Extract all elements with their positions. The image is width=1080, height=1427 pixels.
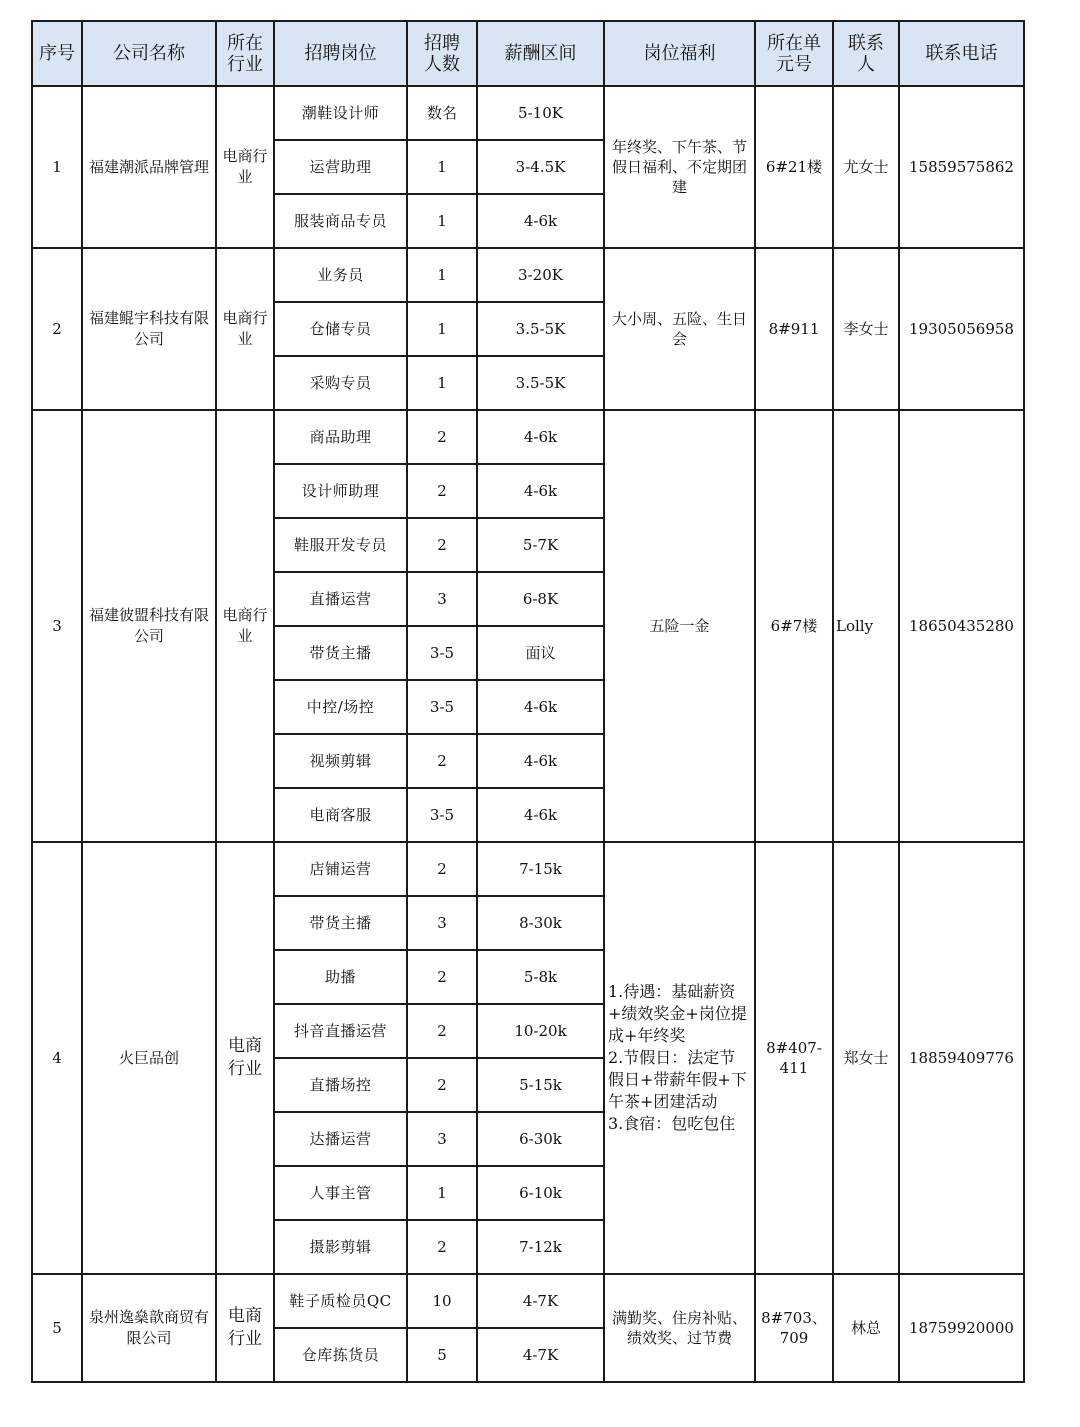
header-position: 招聘岗位 (274, 21, 407, 86)
industry: 电商行业 (216, 842, 274, 1274)
job-count: 2 (407, 1004, 477, 1058)
job-count: 3-5 (407, 788, 477, 842)
unit-number: 8#703、709 (755, 1274, 833, 1382)
job-position: 助播 (274, 950, 407, 1004)
job-count: 1 (407, 302, 477, 356)
contact-phone: 15859575862 (899, 86, 1024, 248)
contact-person: 林总 (833, 1274, 899, 1382)
job-salary: 5-8k (477, 950, 604, 1004)
job-salary: 4-6k (477, 410, 604, 464)
job-count: 2 (407, 950, 477, 1004)
job-position: 视频剪辑 (274, 734, 407, 788)
job-position: 达播运营 (274, 1112, 407, 1166)
contact-person: 郑女士 (833, 842, 899, 1274)
contact-phone: 18859409776 (899, 842, 1024, 1274)
industry: 电商行业 (216, 1274, 274, 1382)
job-count: 3-5 (407, 680, 477, 734)
unit-number: 6#21楼 (755, 86, 833, 248)
job-position: 店铺运营 (274, 842, 407, 896)
job-position: 运营助理 (274, 140, 407, 194)
unit-number: 8#407-411 (755, 842, 833, 1274)
contact-phone: 18759920000 (899, 1274, 1024, 1382)
job-salary: 4-6k (477, 194, 604, 248)
job-salary: 3-20K (477, 248, 604, 302)
job-count: 5 (407, 1328, 477, 1382)
header-unit: 所在单元号 (755, 21, 833, 86)
job-count: 2 (407, 410, 477, 464)
job-salary: 6-30k (477, 1112, 604, 1166)
job-count: 1 (407, 194, 477, 248)
table-body (32, 86, 1024, 1382)
job-count: 2 (407, 734, 477, 788)
job-position: 仓储专员 (274, 302, 407, 356)
job-position: 抖音直播运营 (274, 1004, 407, 1058)
header-row (32, 21, 1024, 86)
job-position: 鞋子质检员QC (274, 1274, 407, 1328)
job-salary: 面议 (477, 626, 604, 680)
table-row (32, 410, 1024, 464)
contact-phone: 18650435280 (899, 410, 1024, 842)
company-name: 福建鲲宇科技有限公司 (82, 248, 216, 410)
job-position: 设计师助理 (274, 464, 407, 518)
header-phone: 联系电话 (899, 21, 1024, 86)
benefits: 大小周、五险、生日会 (604, 248, 755, 410)
recruitment-table-sheet (31, 20, 1023, 1383)
job-count: 10 (407, 1274, 477, 1328)
contact-person: 李女士 (833, 248, 899, 410)
job-count: 1 (407, 1166, 477, 1220)
job-salary: 4-6k (477, 734, 604, 788)
job-count: 1 (407, 248, 477, 302)
job-position: 人事主管 (274, 1166, 407, 1220)
job-count: 2 (407, 464, 477, 518)
job-count: 数名 (407, 86, 477, 140)
benefits: 1.待遇：基础薪资+绩效奖金+岗位提成+年终奖 2.节假日：法定节假日+带薪年假+下午茶+团建活动 3.食宿：包吃包住 (604, 842, 755, 1274)
job-salary: 4-6k (477, 680, 604, 734)
header-industry: 所在行业 (216, 21, 274, 86)
job-count: 2 (407, 1220, 477, 1274)
contact-phone: 19305056958 (899, 248, 1024, 410)
job-position: 中控/场控 (274, 680, 407, 734)
job-count: 1 (407, 140, 477, 194)
recruitment-table (31, 20, 1025, 1383)
job-salary: 10-20k (477, 1004, 604, 1058)
header-salary: 薪酬区间 (477, 21, 604, 86)
row-number: 5 (32, 1274, 82, 1382)
job-position: 直播场控 (274, 1058, 407, 1112)
job-salary: 8-30k (477, 896, 604, 950)
unit-number: 6#7楼 (755, 410, 833, 842)
job-salary: 6-8K (477, 572, 604, 626)
company-name: 福建潮派品牌管理 (82, 86, 216, 248)
company-name: 福建彼盟科技有限公司 (82, 410, 216, 842)
row-number: 1 (32, 86, 82, 248)
header-company: 公司名称 (82, 21, 216, 86)
row-number: 3 (32, 410, 82, 842)
company-name: 泉州逸燊歆商贸有限公司 (82, 1274, 216, 1382)
job-count: 2 (407, 518, 477, 572)
job-position: 业务员 (274, 248, 407, 302)
job-salary: 4-7K (477, 1328, 604, 1382)
table-row (32, 1274, 1024, 1328)
job-salary: 7-12k (477, 1220, 604, 1274)
job-count: 2 (407, 1058, 477, 1112)
header-no: 序号 (32, 21, 82, 86)
contact-person: 尤女士 (833, 86, 899, 248)
table-row (32, 86, 1024, 140)
job-count: 3-5 (407, 626, 477, 680)
job-count: 2 (407, 842, 477, 896)
industry: 电商行业 (216, 248, 274, 410)
company-name: 火巨品创 (82, 842, 216, 1274)
contact-person: Lolly (833, 410, 899, 842)
table-row (32, 248, 1024, 302)
job-position: 电商客服 (274, 788, 407, 842)
row-number: 4 (32, 842, 82, 1274)
job-salary: 3-4.5K (477, 140, 604, 194)
job-salary: 3.5-5K (477, 302, 604, 356)
job-salary: 4-6k (477, 788, 604, 842)
job-position: 鞋服开发专员 (274, 518, 407, 572)
job-salary: 4-6k (477, 464, 604, 518)
table-row (32, 842, 1024, 896)
job-position: 采购专员 (274, 356, 407, 410)
industry: 电商行业 (216, 410, 274, 842)
job-salary: 6-10k (477, 1166, 604, 1220)
job-position: 直播运营 (274, 572, 407, 626)
job-salary: 5-7K (477, 518, 604, 572)
job-salary: 7-15k (477, 842, 604, 896)
job-position: 仓库拣货员 (274, 1328, 407, 1382)
benefits: 年终奖、下午茶、节假日福利、不定期团建 (604, 86, 755, 248)
industry: 电商行业 (216, 86, 274, 248)
header-count: 招聘人数 (407, 21, 477, 86)
benefits: 五险一金 (604, 410, 755, 842)
job-count: 3 (407, 572, 477, 626)
row-number: 2 (32, 248, 82, 410)
job-count: 3 (407, 896, 477, 950)
header-benefits: 岗位福利 (604, 21, 755, 86)
job-position: 商品助理 (274, 410, 407, 464)
job-position: 带货主播 (274, 896, 407, 950)
job-count: 1 (407, 356, 477, 410)
job-position: 服装商品专员 (274, 194, 407, 248)
job-salary: 4-7K (477, 1274, 604, 1328)
job-position: 摄影剪辑 (274, 1220, 407, 1274)
unit-number: 8#911 (755, 248, 833, 410)
job-salary: 5-15k (477, 1058, 604, 1112)
job-position: 带货主播 (274, 626, 407, 680)
benefits: 满勤奖、住房补贴、绩效奖、过节费 (604, 1274, 755, 1382)
header-contact: 联系人 (833, 21, 899, 86)
job-count: 3 (407, 1112, 477, 1166)
job-salary: 3.5-5K (477, 356, 604, 410)
job-position: 潮鞋设计师 (274, 86, 407, 140)
job-salary: 5-10K (477, 86, 604, 140)
